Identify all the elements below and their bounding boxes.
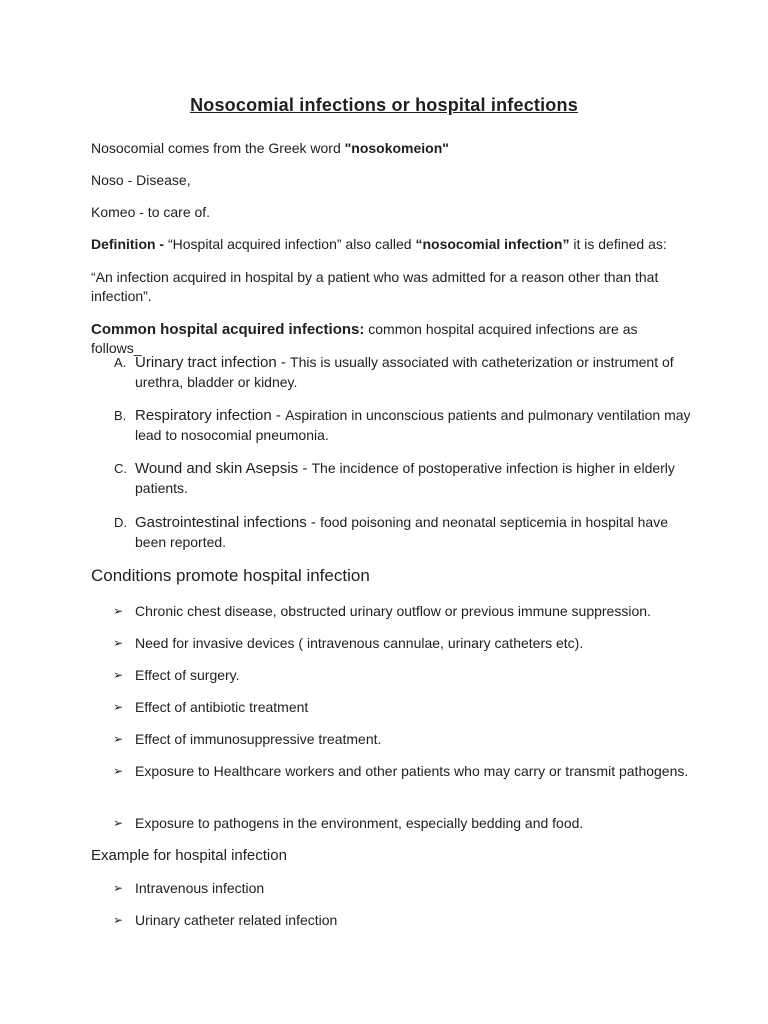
bullet-text: Urinary catheter related infection bbox=[135, 912, 338, 928]
list-item-heading: Gastrointestinal infections - bbox=[135, 514, 321, 531]
arrow-bullet-icon: ➢ bbox=[113, 913, 124, 927]
bullet-text: Need for invasive devices ( intravenous cannulae, urinary catheters etc). bbox=[135, 635, 584, 651]
arrow-bullet-icon: ➢ bbox=[113, 764, 124, 778]
definition-term: “nosocomial infection” bbox=[415, 236, 570, 252]
arrow-bullet-icon: ➢ bbox=[113, 881, 124, 895]
definition-quote: “An infection acquired in hospital by a patient who was admitted for a reason other than that infection”. bbox=[91, 269, 659, 304]
definition-label: Definition - bbox=[91, 236, 168, 252]
list-item-heading: Wound and skin Asepsis - bbox=[135, 460, 312, 477]
list-marker: A. bbox=[114, 355, 127, 370]
komeo-line: Komeo - to care of. bbox=[91, 204, 211, 220]
definition-paragraph bbox=[91, 235, 691, 254]
arrow-bullet-icon: ➢ bbox=[113, 668, 124, 682]
bullet-item bbox=[113, 911, 693, 931]
list-item-text: food poisoning and neonatal septicemia in hospital have been reported. bbox=[135, 514, 669, 550]
arrow-bullet-icon: ➢ bbox=[113, 604, 124, 618]
bullet-text: Effect of antibiotic treatment bbox=[135, 699, 309, 715]
bullet-text: Effect of immunosuppressive treatment. bbox=[135, 731, 382, 747]
list-item-text: Aspiration in unconscious patients and pulmonary ventilation may lead to nosocomial pneumonia. bbox=[135, 407, 691, 443]
bullet-item bbox=[113, 634, 693, 654]
list-marker: B. bbox=[114, 408, 127, 423]
page-title: Nosocomial infections or hospital infections bbox=[190, 95, 578, 115]
conditions-heading: Conditions promote hospital infection bbox=[91, 566, 370, 585]
list-item bbox=[114, 406, 694, 445]
definition-text-1: “Hospital acquired infection” also called bbox=[168, 236, 416, 252]
list-marker: C. bbox=[114, 461, 127, 476]
noso-line: Noso - Disease, bbox=[91, 172, 191, 188]
bullet-text: Exposure to Healthcare workers and other patients who may carry or transmit pathogens. bbox=[135, 763, 689, 779]
list-item-heading: Urinary tract infection - bbox=[135, 354, 291, 371]
list-item-heading: Respiratory infection - bbox=[135, 407, 286, 424]
arrow-bullet-icon: ➢ bbox=[113, 732, 124, 746]
bullet-text: Exposure to pathogens in the environment, especially bedding and food. bbox=[135, 815, 584, 831]
bullet-text: Intravenous infection bbox=[135, 880, 265, 896]
examples-heading: Example for hospital infection bbox=[91, 847, 287, 864]
bullet-item bbox=[113, 698, 693, 718]
origin-text: Nosocomial comes from the Greek word bbox=[91, 140, 345, 156]
bullet-item bbox=[113, 762, 693, 782]
list-item bbox=[114, 353, 694, 392]
origin-paragraph bbox=[91, 139, 691, 158]
list-marker: D. bbox=[114, 515, 127, 530]
bullet-item bbox=[113, 730, 693, 750]
arrow-bullet-icon: ➢ bbox=[113, 816, 124, 830]
bullet-item bbox=[113, 879, 693, 899]
bullet-text: Effect of surgery. bbox=[135, 667, 240, 683]
list-item-text: The incidence of postoperative infection is higher in elderly patients. bbox=[135, 460, 675, 496]
list-item bbox=[114, 513, 694, 552]
bullet-item bbox=[113, 814, 693, 834]
bullet-text: Chronic chest disease, obstructed urinary outflow or previous immune suppression. bbox=[135, 603, 651, 619]
arrow-bullet-icon: ➢ bbox=[113, 636, 124, 650]
definition-text-2: it is defined as: bbox=[569, 236, 667, 252]
arrow-bullet-icon: ➢ bbox=[113, 700, 124, 714]
bullet-item bbox=[113, 666, 693, 686]
origin-word: "nosokomeion" bbox=[344, 140, 449, 156]
common-label: Common hospital acquired infections: bbox=[91, 321, 365, 338]
common-text: common hospital acquired infections are as follows_ bbox=[91, 321, 638, 356]
bullet-item bbox=[113, 602, 693, 622]
list-item bbox=[114, 459, 694, 498]
list-item-text: This is usually associated with catheterization or instrument of urethra, bladder or kidney. bbox=[135, 354, 674, 390]
